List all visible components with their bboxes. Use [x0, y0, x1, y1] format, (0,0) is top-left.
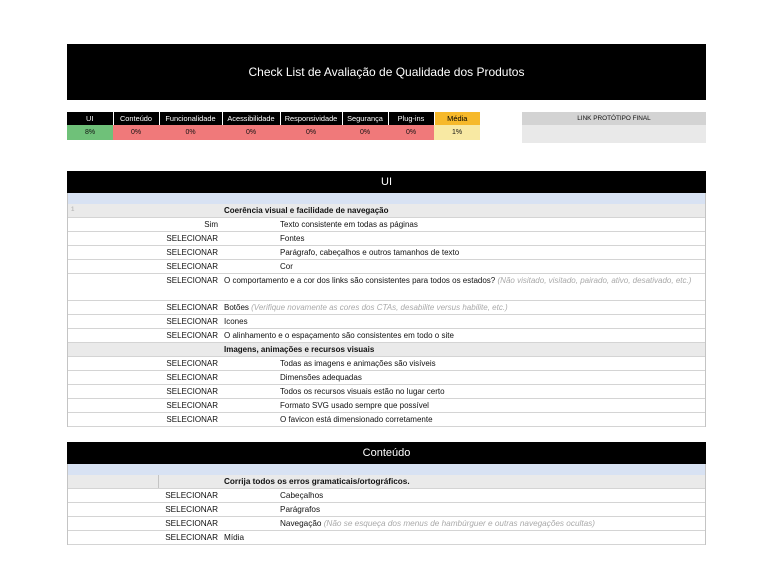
item-hint: (Não se esqueça dos menus de hambúrguer e outras navegações ocultas) [323, 519, 595, 528]
status-select[interactable]: SELECIONAR [166, 401, 218, 410]
item-text: Cabeçalhos [280, 491, 324, 500]
summary-table [67, 112, 480, 140]
item-hint: (Verifique novamente as cores dos CTAs, desabilite versus habilite, etc.) [251, 303, 508, 312]
checklist-item-row [68, 260, 705, 274]
item-text: Navegação [280, 519, 322, 528]
status-select[interactable]: SELECIONAR [166, 303, 218, 312]
summary-score-seguranca: 0% [342, 125, 388, 140]
status-select[interactable]: SELECIONAR [166, 373, 218, 382]
link-prototype-box [522, 112, 706, 143]
item-text: Mídia [224, 533, 245, 542]
item-text: O alinhamento e o espaçamento são consistentes em todo o site [224, 331, 454, 340]
status-select[interactable]: SELECIONAR [166, 262, 218, 271]
item-text: Texto consistente em todas as páginas [280, 220, 418, 229]
summary-header-acessibilidade: Acessibilidade [222, 112, 280, 125]
item-text: Parágrafos [280, 505, 321, 514]
summary-header-seguranca: Segurança [342, 112, 388, 125]
checklist-rows [67, 204, 706, 427]
status-select[interactable]: SELECIONAR [166, 276, 218, 285]
item-text-cell [280, 218, 699, 231]
item-text: Parágrafo, cabeçalhos e outros tamanhos de texto [280, 248, 460, 257]
item-text-cell [280, 413, 699, 426]
checklist-rows [67, 475, 706, 545]
status-select[interactable]: SELECIONAR [165, 505, 218, 514]
summary-score-media: 1% [434, 125, 480, 140]
checklist-item-row [68, 413, 705, 427]
item-text-cell [224, 329, 699, 342]
checklist-item-row [68, 489, 705, 503]
item-text-cell [224, 315, 699, 328]
status-select[interactable]: SELECIONAR [165, 491, 218, 500]
item-hint: (Não visitado, visitado, pairado, ativo, desativado, etc.) [497, 276, 692, 285]
checklist-item-row [68, 531, 705, 545]
link-prototype-cell[interactable] [522, 125, 706, 143]
item-text: O favicon está dimensionado corretamente [280, 415, 433, 424]
checklist-item-row [68, 503, 705, 517]
item-text: Cor [280, 262, 293, 271]
category-row [68, 475, 705, 489]
item-text-cell [224, 531, 699, 544]
status-select[interactable]: SELECIONAR [166, 359, 218, 368]
item-text-cell [280, 232, 699, 245]
checklist-item-row [68, 246, 705, 260]
section-band [67, 193, 706, 204]
checklist-item-row [68, 385, 705, 399]
item-text-cell [224, 274, 699, 287]
item-text-cell [224, 301, 699, 314]
checklist-item-row [68, 218, 705, 232]
checklist-item-row [68, 232, 705, 246]
summary-header-ui: UI [67, 112, 113, 125]
item-text-cell [280, 489, 699, 502]
checklist-item-row [68, 399, 705, 413]
item-text-cell [280, 517, 699, 530]
category-title: Imagens, animações e recursos visuais [224, 345, 375, 354]
section-title: Conteúdo [67, 442, 706, 464]
category-row [68, 343, 705, 357]
item-text: Botões [224, 303, 249, 312]
status-select[interactable]: Sim [204, 220, 218, 229]
checklist-item-row [68, 371, 705, 385]
status-select[interactable]: SELECIONAR [166, 387, 218, 396]
section-title: UI [67, 171, 706, 193]
item-text-cell [280, 260, 699, 273]
item-text-cell [280, 357, 699, 370]
summary-header-media: Média [434, 112, 480, 125]
summary-header-plug-ins: Plug-ins [388, 112, 434, 125]
checklist-item-row [68, 274, 705, 301]
checklist-item-row [68, 301, 705, 315]
summary-header-row [67, 112, 480, 125]
status-select[interactable]: SELECIONAR [166, 248, 218, 257]
checklist-item-row [68, 315, 705, 329]
status-select[interactable]: SELECIONAR [165, 519, 218, 528]
checklist-item-row [68, 357, 705, 371]
link-prototype-label: LINK PROTÓTIPO FINAL [522, 112, 706, 125]
item-text-cell [280, 503, 699, 516]
row-number: 1 [71, 207, 75, 213]
category-title: Corrija todos os erros gramaticais/ortográficos. [224, 477, 410, 486]
column-divider [158, 475, 159, 488]
summary-score-acessibilidade: 0% [222, 125, 280, 140]
status-select[interactable]: SELECIONAR [166, 234, 218, 243]
category-row [68, 204, 705, 218]
summary-score-funcionalidade: 0% [159, 125, 222, 140]
checklist-item-row [68, 517, 705, 531]
item-text: Fontes [280, 234, 305, 243]
status-select[interactable]: SELECIONAR [165, 533, 218, 542]
item-text: Formato SVG usado sempre que possível [280, 401, 429, 410]
item-text: Todas as imagens e animações são visíveis [280, 359, 436, 368]
item-text: Dimensões adequadas [280, 373, 362, 382]
item-text: O comportamento e a cor dos links são consistentes para todos os estados? [224, 276, 496, 285]
summary-header-responsividade: Responsividade [280, 112, 342, 125]
item-text: Icones [224, 317, 248, 326]
summary-values-row [67, 125, 480, 140]
item-text-cell [280, 385, 699, 398]
summary-header-funcionalidade: Funcionalidade [159, 112, 222, 125]
summary-score-plug-ins: 0% [388, 125, 434, 140]
category-title: Coerência visual e facilidade de navegação [224, 206, 389, 215]
summary-score-responsividade: 0% [280, 125, 342, 140]
status-select[interactable]: SELECIONAR [166, 317, 218, 326]
section-ui [67, 171, 706, 427]
status-select[interactable]: SELECIONAR [166, 415, 218, 424]
status-select[interactable]: SELECIONAR [166, 331, 218, 340]
summary-header-conteudo: Conteúdo [113, 112, 159, 125]
checklist-item-row [68, 329, 705, 343]
page-title: Check List de Avaliação de Qualidade dos Produtos [67, 44, 706, 100]
section-conteudo [67, 442, 706, 545]
item-text-cell [280, 246, 699, 259]
section-band [67, 464, 706, 475]
item-text-cell [280, 399, 699, 412]
item-text: Todos os recursos visuais estão no lugar certo [280, 387, 445, 396]
summary-score-ui: 8% [67, 125, 113, 140]
item-text-cell [280, 371, 699, 384]
summary-score-conteudo: 0% [113, 125, 159, 140]
